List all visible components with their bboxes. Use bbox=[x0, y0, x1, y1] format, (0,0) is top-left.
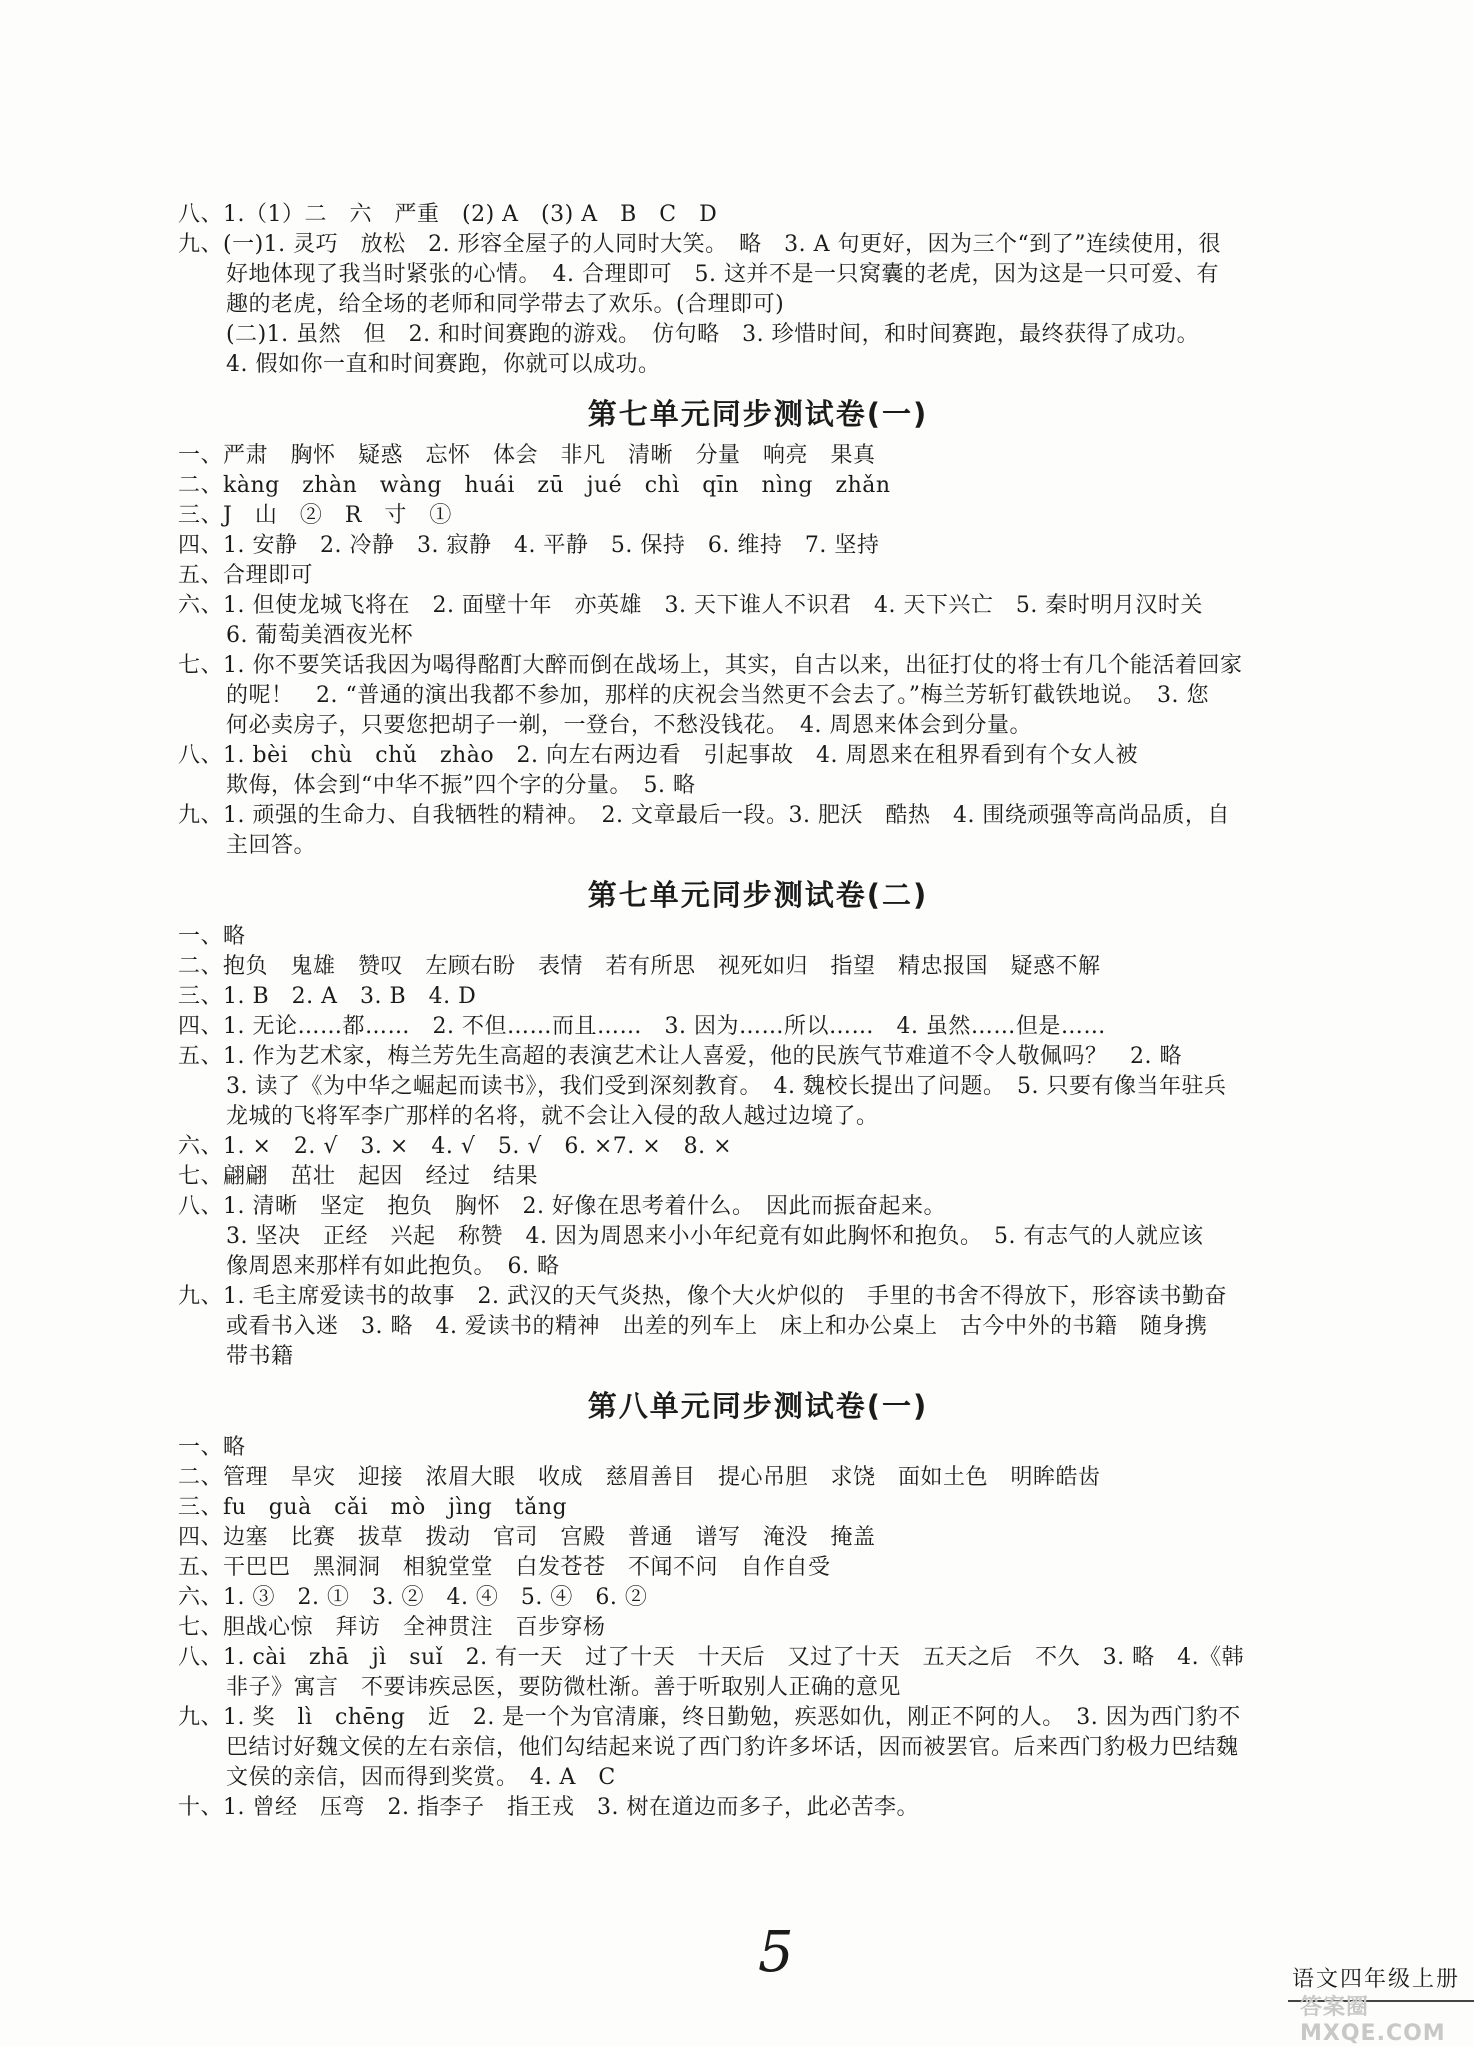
answer-line: 八、1. 清晰 坚定 抱负 胸怀 2. 好像在思考着什么。 因此而振奋起来。 bbox=[178, 1194, 946, 1219]
answer-line: 一、略 bbox=[178, 924, 246, 949]
answer-line: 七、胆战心惊 拜访 全神贯注 百步穿杨 bbox=[178, 1615, 606, 1640]
answer-page bbox=[178, 200, 1338, 1823]
answer-line: 八、1.（1）二 六 严重 (2) A (3) A B C D bbox=[178, 202, 718, 227]
answer-line: 五、干巴巴 黑洞洞 相貌堂堂 白发苍苍 不闻不问 自作自受 bbox=[178, 1555, 831, 1580]
answer-line: 或看书入迷 3. 略 4. 爱读书的精神 出差的列车上 床上和办公桌上 古今中外的书籍 随身携 bbox=[226, 1314, 1208, 1339]
top-block bbox=[178, 200, 1338, 380]
section-body bbox=[178, 1433, 1338, 1823]
answer-line: 二、kàng zhàn wàng huái zū jué chì qīn nìng zhǎn bbox=[178, 473, 891, 498]
answer-line: 四、1. 安静 2. 冷静 3. 寂静 4. 平静 5. 保持 6. 维持 7. 坚持 bbox=[178, 533, 880, 558]
answer-line: 4. 假如你一直和时间赛跑，你就可以成功。 bbox=[226, 352, 661, 377]
section-title: 第七单元同步测试卷(二) bbox=[587, 878, 929, 912]
answer-line: 带书籍 bbox=[226, 1344, 294, 1369]
answer-line: 3. 读了《为中华之崛起而读书》，我们受到深刻教育。 4. 魏校长提出了问题。 5. 只要有像当年驻兵 bbox=[226, 1074, 1227, 1099]
answer-line: 欺侮，体会到“中华不振”四个字的分量。 5. 略 bbox=[226, 773, 696, 798]
answer-line: 何必卖房子，只要您把胡子一剃，一登台，不愁没钱花。 4. 周恩来体会到分量。 bbox=[226, 713, 1032, 738]
answer-line: 6. 葡萄美酒夜光杯 bbox=[226, 623, 413, 648]
answer-line: 一、略 bbox=[178, 1435, 246, 1460]
answer-line: 三、1. B 2. A 3. B 4. D bbox=[178, 984, 477, 1009]
answer-line: 像周恩来那样有如此抱负。 6. 略 bbox=[226, 1254, 560, 1279]
answer-line: (二)1. 虽然 但 2. 和时间赛跑的游戏。 仿句略 3. 珍惜时间，和时间赛跑，最终获得了成功。 bbox=[226, 322, 1200, 347]
answer-line: 七、1. 你不要笑话我因为喝得酩酊大醉而倒在战场上，其实，自古以来，出征打仗的将士有几个能活着回家 bbox=[178, 653, 1243, 678]
answer-line: 九、1. 毛主席爱读书的故事 2. 武汉的天气炎热，像个大火炉似的 手里的书舍不得放下，形容读书勤奋 bbox=[178, 1284, 1227, 1309]
answer-line: 五、合理即可 bbox=[178, 563, 314, 588]
answer-line: 六、1. ③ 2. ① 3. ② 4. ④ 5. ④ 6. ② bbox=[178, 1585, 648, 1610]
answer-line: 八、1. cài zhā jì suǐ 2. 有一天 过了十天 十天后 又过了十天 五天之后 不久 3. 略 4.《韩 bbox=[178, 1645, 1245, 1670]
answer-line: 四、边塞 比赛 拔草 拨动 官司 宫殿 普通 谱写 淹没 掩盖 bbox=[178, 1525, 876, 1550]
answer-line: 六、1. × 2. √ 3. × 4. √ 5. √ 6. ×7. × 8. × bbox=[178, 1134, 733, 1159]
answer-line: 的呢！ 2. “普通的演出我都不参加，那样的庆祝会当然更不会去了。”梅兰芳斩钉截铁地说。 3. 您 bbox=[226, 683, 1209, 708]
watermark: 答案圈 MXQE.COM bbox=[1300, 1995, 1446, 2046]
answer-line: 主回答。 bbox=[226, 833, 317, 858]
answer-line: 九、(一)1. 灵巧 放松 2. 形容全屋子的人同时大笑。 略 3. A 句更好，因为三个“到了”连续使用，很 bbox=[178, 232, 1221, 257]
answer-line: 八、1. bèi chù chǔ zhào 2. 向左右两边看 引起事故 4. 周恩来在租界看到有个女人被 bbox=[178, 743, 1139, 768]
answer-line: 3. 坚决 正经 兴起 称赞 4. 因为周恩来小小年纪竟有如此胸怀和抱负。 5. 有志气的人就应该 bbox=[226, 1224, 1204, 1249]
answer-line: 巴结讨好魏文侯的左右亲信，他们勾结起来说了西门豹许多坏话，因而被罢官。后来西门豹极力巴结魏 bbox=[226, 1735, 1239, 1760]
answer-line: 文侯的亲信，因而得到奖赏。 4. A C bbox=[226, 1765, 616, 1790]
answer-line: 龙城的飞将军李广那样的名将，就不会让入侵的敌人越过边境了。 bbox=[226, 1104, 879, 1129]
section-body bbox=[178, 441, 1338, 861]
answer-line: 好地体现了我当时紧张的心情。 4. 合理即可 5. 这并不是一只窝囊的老虎，因为这是一只可爱、有 bbox=[226, 262, 1219, 287]
answer-line: 三、J 山 ② R 寸 ① bbox=[178, 503, 452, 528]
answer-line: 二、管理 旱灾 迎接 浓眉大眼 收成 慈眉善目 提心吊胆 求饶 面如土色 明眸皓齿 bbox=[178, 1465, 1101, 1490]
answer-line: 九、1. 顽强的生命力、自我牺牲的精神。 2. 文章最后一段。3. 肥沃 酷热 4. 围绕顽强等高尚品质，自 bbox=[178, 803, 1230, 828]
answer-line: 十、1. 曾经 压弯 2. 指李子 指王戎 3. 树在道边而多子，此必苦李。 bbox=[178, 1795, 919, 1820]
section-body bbox=[178, 922, 1338, 1372]
answer-line: 五、1. 作为艺术家，梅兰芳先生高超的表演艺术让人喜爱，他的民族气节难道不令人敬佩吗？ 2. 略 bbox=[178, 1044, 1182, 1069]
answer-line: 七、翩翩 茁壮 起因 经过 结果 bbox=[178, 1164, 539, 1189]
answer-line: 九、1. 奖 lì chēng 近 2. 是一个为官清廉，终日勤勉，疾恶如仇，刚正不阿的人。 3. 因为西门豹不 bbox=[178, 1705, 1241, 1730]
book-label: 语文四年级上册 bbox=[1292, 1967, 1461, 1992]
answer-line: 四、1. 无论……都…… 2. 不但……而且…… 3. 因为……所以…… 4. 虽然……但是…… bbox=[178, 1014, 1106, 1039]
answer-line: 趣的老虎，给全场的老师和同学带去了欢乐。(合理即可) bbox=[226, 292, 785, 317]
answer-line: 一、严肃 胸怀 疑惑 忘怀 体会 非凡 清晰 分量 响亮 果真 bbox=[178, 443, 876, 468]
answer-line: 二、抱负 鬼雄 赞叹 左顾右盼 表情 若有所思 视死如归 指望 精忠报国 疑惑不解 bbox=[178, 954, 1101, 979]
answer-line: 六、1. 但使龙城飞将在 2. 面壁十年 亦英雄 3. 天下谁人不识君 4. 天下兴亡 5. 秦时明月汉时关 bbox=[178, 593, 1203, 618]
page-number: 5 bbox=[758, 1920, 794, 1985]
section-title: 第八单元同步测试卷(一) bbox=[587, 1389, 929, 1423]
answer-line: 非子》寓言 不要讳疾忌医，要防微杜渐。善于听取别人正确的意见 bbox=[226, 1675, 902, 1700]
answer-line: 三、fu guà cǎi mò jìng tǎng bbox=[178, 1495, 568, 1520]
section-title: 第七单元同步测试卷(一) bbox=[587, 397, 929, 431]
